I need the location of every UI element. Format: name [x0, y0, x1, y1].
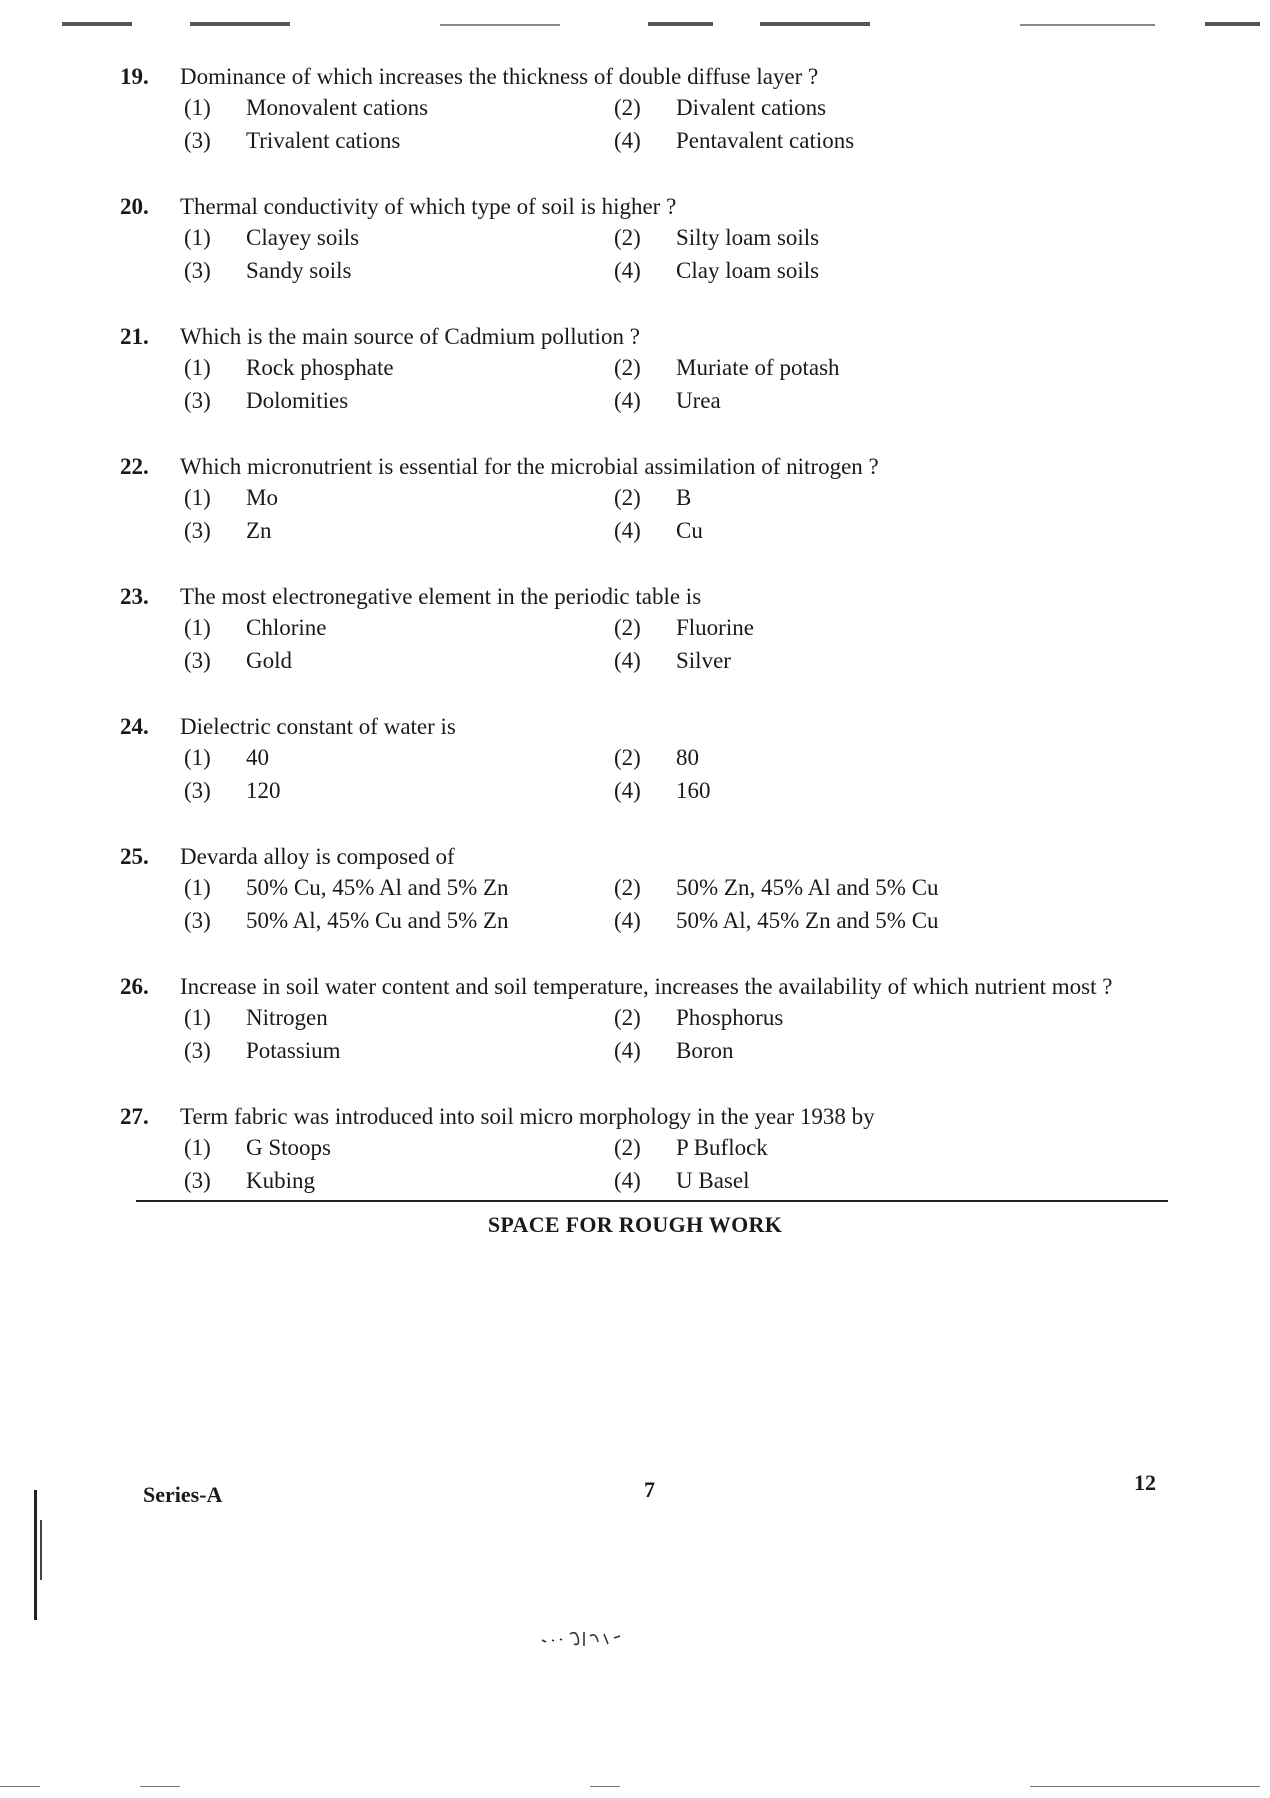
option-3: (3) 50% Al, 45% Cu and 5% Zn — [184, 908, 509, 933]
option-4: (4) Urea — [614, 388, 721, 413]
option-2: (2) Divalent cations — [614, 95, 827, 120]
question-number: 25. — [120, 844, 149, 869]
scan-artifact-bottom — [1030, 1786, 1260, 1787]
series-label: Series-A — [143, 1482, 223, 1507]
question-number: 21. — [120, 324, 149, 349]
option-4: (4) Silver — [614, 648, 731, 673]
option-3: (3) Sandy soils — [184, 258, 352, 283]
option-4: (4) Pentavalent cations — [614, 128, 855, 153]
scan-artifact-bottom — [590, 1786, 620, 1787]
question-number: 22. — [120, 454, 149, 479]
option-1: (1) 40 — [184, 745, 269, 770]
question-text: Dielectric constant of water is — [180, 714, 456, 739]
option-4: (4) 160 — [614, 778, 711, 803]
question-22 — [120, 452, 1170, 546]
options — [184, 872, 1170, 936]
option-2: (2) Silty loam soils — [614, 225, 820, 250]
scan-artifact-bottom — [140, 1786, 180, 1787]
question-25 — [120, 842, 1170, 936]
option-1: (1) Rock phosphate — [184, 355, 394, 380]
question-text: Devarda alloy is composed of — [180, 844, 455, 869]
options — [184, 1002, 1170, 1066]
divider — [136, 1200, 1168, 1202]
option-2: (2) 50% Zn, 45% Al and 5% Cu — [614, 875, 939, 900]
option-2: (2) 80 — [614, 745, 699, 770]
options — [184, 352, 1170, 416]
option-4: (4) 50% Al, 45% Zn and 5% Cu — [614, 908, 939, 933]
options — [184, 482, 1170, 546]
option-1: (1) G Stoops — [184, 1135, 331, 1160]
option-3: (3) Trivalent cations — [184, 128, 401, 153]
booklet-code: 12 — [1134, 1470, 1156, 1495]
question-number: 27. — [120, 1104, 149, 1129]
question-list — [120, 62, 1170, 1232]
scan-mark — [34, 1490, 37, 1620]
option-3: (3) Dolomities — [184, 388, 349, 413]
option-2: (2) Phosphorus — [614, 1005, 784, 1030]
option-1: (1) Monovalent cations — [184, 95, 429, 120]
option-2: (2) Fluorine — [614, 615, 754, 640]
question-number: 19. — [120, 64, 149, 89]
question-text: Which is the main source of Cadmium pollution ? — [180, 324, 640, 349]
option-3: (3) Zn — [184, 518, 272, 543]
question-number: 23. — [120, 584, 149, 609]
question-21 — [120, 322, 1170, 416]
question-text: Thermal conductivity of which type of soil is higher ? — [180, 194, 677, 219]
option-2: (2) B — [614, 485, 692, 510]
question-number: 24. — [120, 714, 149, 739]
option-1: (1) Clayey soils — [184, 225, 360, 250]
rough-work-heading: SPACE FOR ROUGH WORK — [487, 1212, 783, 1237]
option-1: (1) Chlorine — [184, 615, 327, 640]
option-4: (4) Boron — [614, 1038, 734, 1063]
question-text: Increase in soil water content and soil temperature, increases the availability of which nutrient most ? — [180, 974, 1113, 999]
question-23 — [120, 582, 1170, 676]
option-3: (3) Potassium — [184, 1038, 341, 1063]
option-1: (1) Nitrogen — [184, 1005, 328, 1030]
scan-mark — [40, 1520, 42, 1580]
question-text: Term fabric was introduced into soil micro morphology in the year 1938 by — [180, 1104, 875, 1129]
question-text: The most electronegative element in the periodic table is — [180, 584, 702, 609]
page-number: 7 — [644, 1477, 655, 1502]
option-3: (3) Kubing — [184, 1168, 315, 1193]
option-4: (4) Cu — [614, 518, 703, 543]
handwritten-mark — [540, 1628, 660, 1650]
option-2: (2) Muriate of potash — [614, 355, 840, 380]
question-text: Dominance of which increases the thickness of double diffuse layer ? — [180, 64, 819, 89]
question-26 — [120, 972, 1170, 1066]
question-text: Which micronutrient is essential for the microbial assimilation of nitrogen ? — [180, 454, 879, 479]
options — [184, 612, 1170, 676]
question-19 — [120, 62, 1170, 156]
option-3: (3) Gold — [184, 648, 292, 673]
question-24 — [120, 712, 1170, 806]
options — [184, 1132, 1170, 1196]
option-4: (4) Clay loam soils — [614, 258, 820, 283]
option-3: (3) 120 — [184, 778, 281, 803]
question-number: 20. — [120, 194, 149, 219]
question-20 — [120, 192, 1170, 286]
option-1: (1) 50% Cu, 45% Al and 5% Zn — [184, 875, 509, 900]
option-4: (4) U Basel — [614, 1168, 750, 1193]
question-number: 26. — [120, 974, 149, 999]
option-1: (1) Mo — [184, 485, 278, 510]
option-2: (2) P Buflock — [614, 1135, 768, 1160]
options — [184, 742, 1170, 806]
scan-artifact-bottom — [0, 1786, 40, 1787]
scan-artifact-top — [0, 14, 1270, 36]
question-27 — [120, 1102, 1170, 1196]
options — [184, 92, 1170, 156]
options — [184, 222, 1170, 286]
